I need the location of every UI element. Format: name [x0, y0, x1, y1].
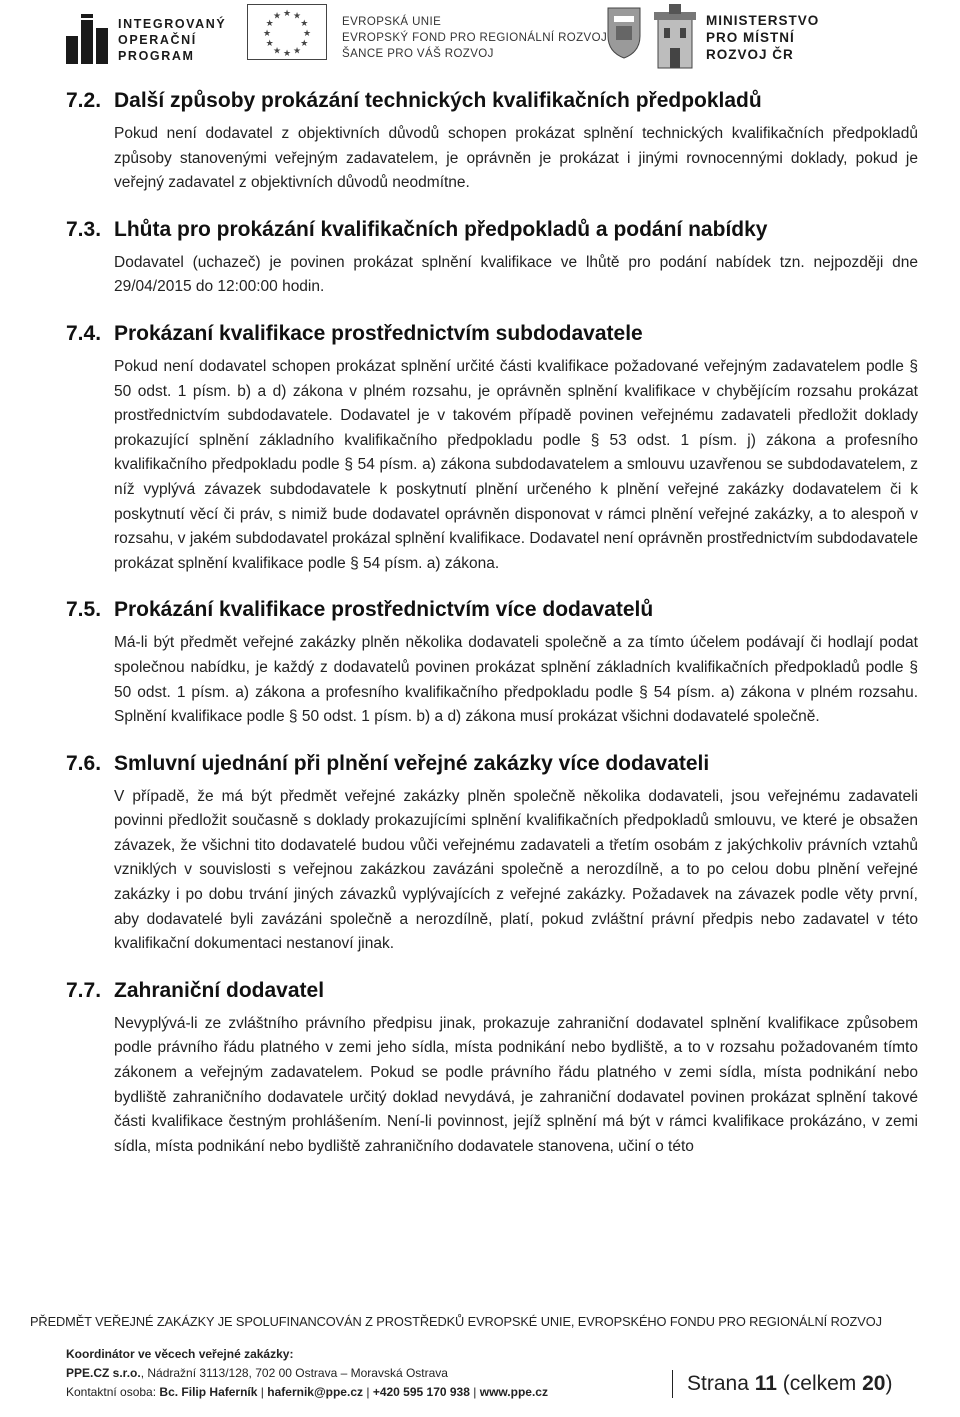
svg-text:★: ★: [292, 11, 302, 22]
submission-deadline: 29/04/2015 do 12:00:00 hodin.: [114, 278, 325, 296]
page-total: 20: [862, 1372, 886, 1395]
section-number: 7.3.: [66, 217, 102, 241]
section-number: 7.7.: [66, 978, 102, 1002]
section-title: Zahraniční dodavatel: [114, 978, 325, 1002]
section-7-5: [66, 595, 918, 729]
ministry-logo-line: PRO MÍSTNÍ: [706, 30, 795, 45]
svg-text:★: ★: [302, 29, 312, 39]
eu-logo-line: ŠANCE PRO VÁŠ ROZVOJ: [342, 48, 494, 60]
section-number: 7.5.: [66, 598, 102, 622]
section-number: 7.2.: [66, 89, 102, 112]
svg-text:★: ★: [272, 11, 282, 22]
section-number: 7.4.: [66, 321, 102, 345]
separator: |: [366, 1385, 370, 1399]
section-7-6: [66, 749, 918, 957]
ministry-logo-text: [706, 12, 819, 63]
footer-contact-block: [66, 1345, 548, 1402]
section-heading: [66, 86, 918, 116]
section-heading: [66, 595, 918, 625]
section-body: Dodavatel (uchazeč) je povinen prokázat splnění kvalifikace ve lhůtě pro podání nabídek tzn. nejpozději dne: [114, 253, 918, 271]
section-7-4: [66, 319, 918, 576]
svg-text:★: ★: [292, 46, 302, 57]
iop-logo-line: OPERAČNÍ: [118, 33, 197, 47]
eu-flag-icon: [247, 4, 327, 60]
section-title: Smluvní ujednání při plnění veřejné zakázky více dodavateli: [114, 751, 710, 775]
section-body: Pokud není dodavatel z objektivních důvodů schopen prokázat splnění technických kvalifikačních předpokladů způsoby stanovenými veřejným zadavatelem, je oprávněn je prokázat i jinými rovnocennými doklady, pokud je veřejný zadavatel z objektivních důvodů neodmítne.: [114, 125, 918, 192]
svg-text:★: ★: [265, 19, 274, 29]
iop-logo-line: PROGRAM: [118, 49, 195, 63]
contact-label: Kontaktní osoba:: [66, 1385, 157, 1399]
iop-logo-line: INTEGROVANÝ: [118, 17, 227, 31]
coordinator-label: Koordinátor ve věcech veřejné zakázky:: [66, 1347, 294, 1361]
iop-logo-mark-icon: [66, 14, 110, 64]
page-total-suffix: ): [885, 1372, 893, 1395]
cofinance-notice: PŘEDMĚT VEŘEJNÉ ZAKÁZKY JE SPOLUFINANCOVÁN Z PROSTŘEDKŮ EVROPSKÉ UNIE, EVROPSKÉHO FONDU PRO REGIONÁLNÍ ROZVOJ: [30, 1314, 882, 1329]
iop-logo-text: [118, 16, 226, 64]
eu-logo-line: EVROPSKÁ UNIE: [342, 16, 442, 28]
contact-phone: +420 595 170 938: [372, 1385, 470, 1399]
document-content: [66, 86, 918, 1254]
svg-text:★: ★: [272, 46, 282, 57]
svg-text:★: ★: [300, 19, 309, 29]
page-total-prefix: (celkem: [782, 1372, 857, 1395]
section-heading: [66, 319, 918, 349]
ministry-tower-icon: [652, 4, 698, 70]
section-body: Nevyplývá-li ze zvláštního právního předpisu jinak, prokazuje zahraniční dodavatel splnění kvalifikace způsobem podle právního řádu platného v zemi jeho sídla, místa podnikání nebo bydliště, a to v rozsahu požadovaném tímto zákonem a veřejným zadavatelem. Pokud se podle právního řádu platného v zemi sídla, místa podnikání nebo bydliště zahraničního dodavatele určitý doklad nevydává, je zahraniční dodavatel povinen prokázat splnění takové části kvalifikace čestným prohlášením. Není-li povinnost, jejíž splnění má být v rámci kvalifikace prokázáno, v zemi sídla, místa podnikání nebo bydliště zahraničního dodavatele stanovena, učiní o této: [114, 1014, 918, 1155]
section-7-7: [66, 976, 918, 1235]
ministry-logo-line: MINISTERSTVO: [706, 13, 820, 28]
section-number: 7.6.: [66, 751, 102, 775]
svg-text:★: ★: [282, 9, 292, 19]
ministry-logo-line: ROZVOJ ČR: [706, 47, 794, 62]
svg-text:★: ★: [282, 49, 292, 59]
page-header: [0, 0, 960, 78]
contact-name: Bc. Filip Haferník: [159, 1385, 258, 1399]
svg-text:★: ★: [262, 29, 272, 39]
section-title: Prokázaní kvalifikace prostřednictvím subdodavatele: [114, 321, 643, 345]
iop-logo: [66, 6, 226, 64]
separator: |: [473, 1385, 477, 1399]
eu-logo-text: [342, 14, 607, 62]
contact-line: [66, 1383, 548, 1402]
section-body: Pokud není dodavatel schopen prokázat splnění určité části kvalifikace požadované veřejným zadavatelem podle § 50 odst. 1 písm. b) a d) zákona v plném rozsahu, je oprávněn splnění kvalifikace v chybějícím rozsahu prokázat prostřednictvím subdodavatele. Dodavatel je v takovém případě povinen veřejnému zadavateli předložit doklady prokazující splnění základního kvalifikačního předpokladu podle § 53 odst. 1 písm. j) zákona a profesního kvalifikačního předpokladu podle § 54 písm. a) zákona subdodavatelem a smlouvu uzavřenou se subdodavatelem, z níž vyplývá závazek subdodavatele k poskytnutí plnění určeného k plnění veřejné zakázky dodavatelem či k poskytnutí věcí či práv, s nimiž bude dodavatel oprávněn disponovat v rámci plnění veřejné zakázky, a to alespoň v rozsahu, v jakém subdodavatel prokázal splnění kvalifikace. Dodavatel není oprávněn prostřednictvím subdodavatele prokázat splnění kvalifikace podle § 54 písm. a) zákona.: [114, 357, 918, 572]
section-heading: [66, 749, 918, 779]
company-address: , Nádražní 3113/128, 702 00 Ostrava – Moravská Ostrava: [140, 1366, 448, 1380]
section-title: Lhůta pro prokázání kvalifikačních předpokladů a podání nabídky: [114, 217, 768, 241]
page-label: Strana: [687, 1372, 749, 1395]
section-body: Má-li být předmět veřejné zakázky plněn několika dodavateli společně a za tímto účelem podávají či hodlají podat společnou nabídku, je každý z dodavatelů povinen prokázat splnění základních kvalifikačních předpokladů podle § 50 odst. 1 písm. a) zákona a profesního kvalifikačního předpokladu podle § 54 písm. a) zákona v plném rozsahu. Splnění kvalifikace podle § 50 odst. 1 písm. b) a d) zákona musí prokázat všichni dodavatelé společně.: [114, 634, 918, 726]
section-title: Další způsoby prokázání technických kvalifikačních předpokladů: [114, 89, 762, 112]
section-title: Prokázání kvalifikace prostřednictvím více dodavatelů: [114, 598, 654, 622]
section-heading: [66, 976, 918, 1006]
section-body-container: [114, 251, 918, 300]
svg-text:★: ★: [300, 39, 309, 49]
company-name: PPE.CZ s.r.o.: [66, 1366, 141, 1380]
contact-web-link[interactable]: www.ppe.cz: [479, 1385, 548, 1399]
section-heading: [66, 215, 918, 245]
section-body: V případě, že má být předmět veřejné zakázky plněn společně několika dodavateli, jsou veřejnému zadavateli povinni předložit současně s doklady prokazujícími splnění kvalifikačních předpokladů smlouvu, ve které je obsažen závazek, že všichni tito dodavatelé budou vůči veřejnému zadavateli a třetím osobám z jakýchkoliv právních vztahů vzniklých v souvislosti s veřejnou zakázkou zavázáni společně a nerozdílně, a to po celou dobu plnění veřejné zakázky i po dobu trvání jiných závazků vyplývajících z veřejné zakázky. Požadavek na závazek podle věty první, aby dodavatelé byli zavázáni společně a nerozdílně, platí, pokud zvláštní právní předpis nebo zadavatel v této kvalifikační dokumentaci nestanoví jinak.: [114, 787, 918, 953]
page-number: [672, 1370, 892, 1398]
svg-text:★: ★: [265, 39, 274, 49]
section-7-2: [66, 86, 918, 196]
section-7-3: [66, 215, 918, 300]
eu-logo-line: EVROPSKÝ FOND PRO REGIONÁLNÍ ROZVOJ: [342, 32, 608, 44]
page-current: 11: [754, 1372, 777, 1395]
company-line: [66, 1364, 548, 1383]
contact-email-link[interactable]: hafernik@ppe.cz: [267, 1385, 363, 1399]
separator: |: [260, 1385, 264, 1399]
